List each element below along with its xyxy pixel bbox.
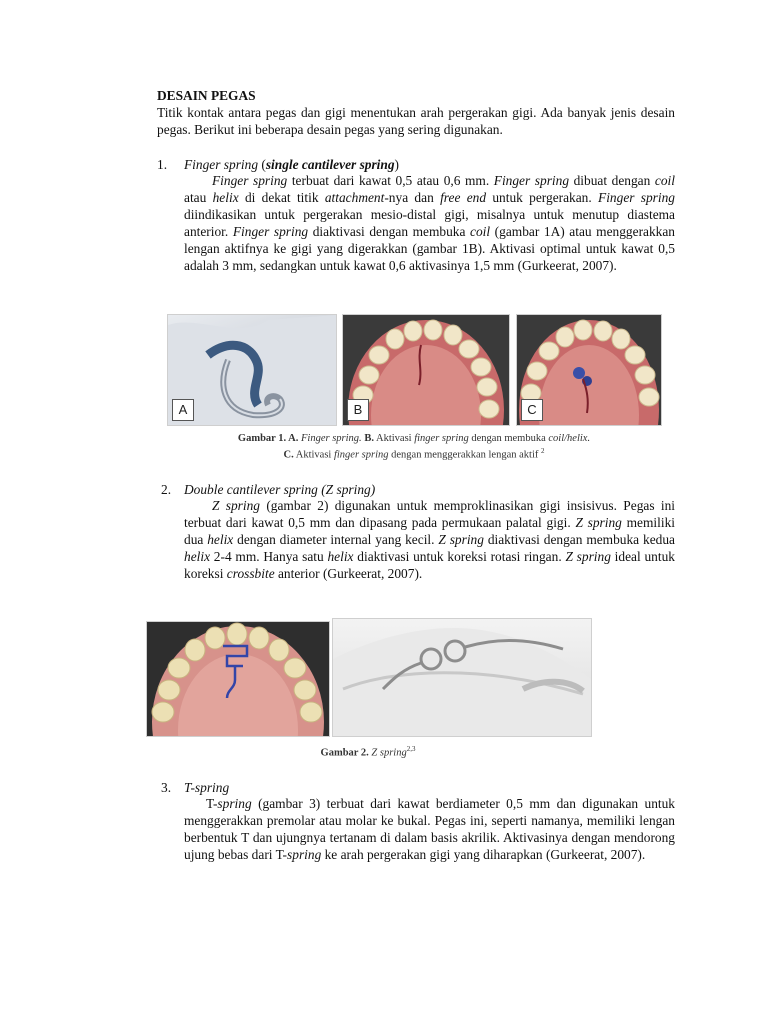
figure-2-left-image bbox=[146, 621, 330, 737]
item-3-number: 3. bbox=[161, 780, 172, 795]
figure-1 bbox=[167, 314, 661, 464]
item-3-title: T-spring bbox=[184, 780, 230, 795]
item-2-title: Double cantilever spring (Z spring) bbox=[184, 482, 376, 497]
figure-1-caption-line-2: C. Aktivasi finger spring dengan menggerakkan lengan aktif $^2$ bbox=[283, 447, 545, 461]
acrylic-plate-image bbox=[333, 619, 591, 736]
intro-paragraph: Titik kontak antara pegas dan gigi menentukan arah pergerakan gigi. Ada banyak jenis desain pegas. Berikut ini beberapa desain pegas yang sering digunakan. bbox=[157, 105, 675, 137]
item-3-paragraph: T-spring (gambar 3) terbuat dari kawat berdiameter 0,5 mm dan digunakan untuk menggerakkan premolar atau molar ke bukal. Pegas ini, seperti namanya, memiliki lengan berbentuk T dan ujungnya tertanam di dalam basis akrilik. Aktivasinya dengan mendorong ujung bebas dari T-spring ke arah pergerakan gigi yang diharapkan (Gurkeerat, 2007). bbox=[184, 796, 675, 862]
item-1-number: 1. bbox=[157, 157, 168, 172]
figure-1-caption-line-1: Gambar 1. A. Finger spring. B. Aktivasi finger spring dengan membuka coil/helix. bbox=[237, 433, 591, 444]
z-spring-arch-image bbox=[147, 622, 329, 736]
figure-2 bbox=[144, 618, 592, 763]
item-2-number: 2. bbox=[161, 482, 172, 497]
figure-1-panel-c-image bbox=[516, 314, 662, 426]
item-2-paragraph: Z spring (gambar 2) digunakan untuk memproklinasikan gigi insisivus. Pegas ini terbuat dari kawat 0,5 mm dan dipasang pada permukaan palatal gigi. Z spring memiliki dua helix dengan diameter internal yang kecil. Z spring diaktivasi dengan membuka kedua helix 2-4 mm. Hanya satu helix diaktivasi untuk koreksi rotasi ringan. Z spring ideal untuk koreksi crossbite anterior (Gurkeerat, 2007). bbox=[184, 498, 675, 581]
panel-label-b: B bbox=[347, 399, 369, 421]
panel-label-c: C bbox=[521, 399, 543, 421]
figure-1-panel-b-image bbox=[342, 314, 510, 426]
figure-1-panel-a-image bbox=[167, 314, 337, 426]
item-1-title: Finger spring (single cantilever spring) bbox=[184, 157, 400, 172]
panel-label-a: A bbox=[172, 399, 194, 421]
figure-2-right-image bbox=[332, 618, 592, 737]
section-heading: DESAIN PEGAS bbox=[157, 88, 256, 103]
item-1-paragraph: Finger spring terbuat dari kawat 0,5 atau 0,6 mm. Finger spring dibuat dengan coil atau helix di dekat titik attachment-nya dan free end untuk pergerakan. Finger spring diindikasikan untuk pergerakan mesio-distal gigi, misalnya untuk menutup diastema anterior. Finger spring diaktivasi dengan membuka coil (gambar 1A) atau menggerakkan lengan aktifnya ke gigi yang digerakkan (gambar 1B). Aktivasi optimal untuk kawat 0,5 adalah 3 mm, sedangkan untuk kawat 0,6 aktivasinya 1,5 mm (Gurkeerat, 2007). bbox=[184, 173, 676, 273]
figure-2-caption: Gambar 2. Z spring$^{2,3}$ bbox=[320, 745, 416, 759]
